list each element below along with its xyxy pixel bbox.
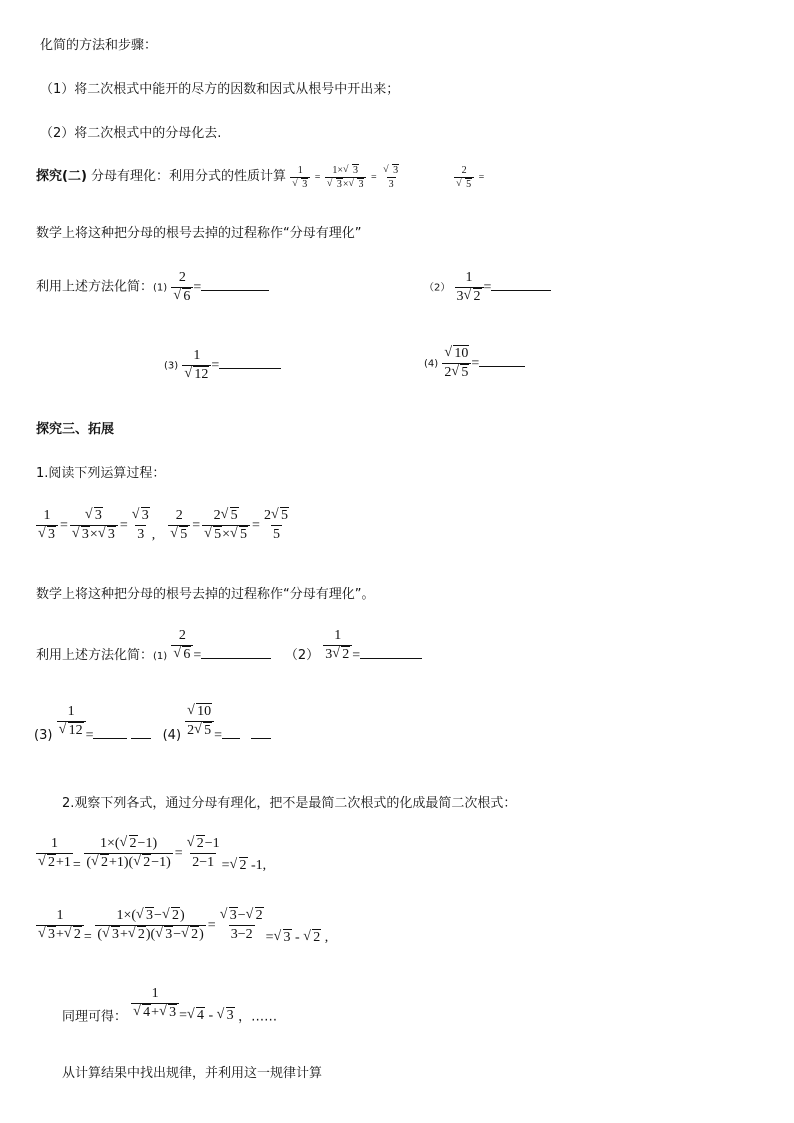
answer-blank[interactable] xyxy=(201,290,269,291)
similar-expr: 1 √ 4+√ 3 =√ 4 - √ 3 xyxy=(131,996,238,1011)
explore3-p4-label: (4) xyxy=(162,728,182,743)
explore3-p1-expr: 2 √ 6 = xyxy=(171,628,274,643)
answer-blank[interactable] xyxy=(491,290,551,291)
answer-blank[interactable] xyxy=(251,738,271,739)
explore2-example: 1 √ 3 = 1×√ 3 √ 3×√ 3 = √ $\frac{3}{3}$ 2 √ 5 = xyxy=(290,172,486,183)
observation-formula-1: 1 √ 2+1 = $\frac{1\times(√ 2-1)}{(√ 2+1)(√ 2-1)}$ = √ $\frac{2-1}{2-1}$ =√ 2 -1, xyxy=(36,836,266,874)
explore3-practice-row2 xyxy=(34,704,271,744)
explore3-p3-expr: 1 √ 12 = xyxy=(57,704,155,719)
explore2-p2-label: （2） xyxy=(424,282,451,294)
explore2-title-line xyxy=(36,165,486,190)
explore2-practice-row1 xyxy=(36,270,269,305)
explore3-p1-label: (1) xyxy=(153,651,168,662)
observation-formula-3 xyxy=(62,986,277,1025)
intro-step-2: （2）将二次根式中的分母化去. xyxy=(40,126,222,141)
explore3-title: 探究三、拓展 xyxy=(36,422,115,437)
explore2-p1-expr: 2 √ 6 = xyxy=(171,280,269,295)
explore3-example-line: 1 √ 3 = √ 3 √ 3×√ 3 = √ $\frac{3}{3}$ , 2 √ 5 = 2√ 5 √ 5×√ 5 = $\frac{2√ 5}{5}$ xyxy=(36,508,291,544)
explore2-definition: 数学上将这种把分母的根号去掉的过程称作“分母有理化” xyxy=(36,226,362,241)
explore2-p1-label: (1) xyxy=(153,282,168,294)
explore3-question-1: 1.阅读下列运算过程： xyxy=(36,466,166,481)
intro-heading: 化简的方法和步骤： xyxy=(40,38,158,53)
explore2-p3-expr: 1 √ 12 = xyxy=(182,358,281,373)
answer-blank[interactable] xyxy=(479,366,525,367)
explore3-practice-row1 xyxy=(36,628,422,664)
similar-dots: ，…… xyxy=(238,1009,278,1025)
explore3-question-2: 2.观察下列各式，通过分母有理化，把不是最简二次根式的化成最简二次根式： xyxy=(62,796,517,811)
explore2-title-bold: 探究(二) xyxy=(36,169,87,184)
intro-step-1: （1）将二次根式中能开的尽方的因数和因式从根号中开出来； xyxy=(40,82,400,97)
explore2-p2-expr: $\frac{1}{3√ 2}$ = xyxy=(455,280,552,295)
answer-blank[interactable] xyxy=(93,738,127,739)
explore2-practice-label: 利用上述方法化简： xyxy=(36,279,154,295)
explore2-practice-p3 xyxy=(164,348,281,383)
explore3-practice-label: 利用上述方法化简： xyxy=(36,648,154,663)
explore3-definition: 数学上将这种把分母的根号去掉的过程称作“分母有理化”。 xyxy=(36,587,375,602)
answer-blank[interactable] xyxy=(219,368,281,369)
similar-label: 同理可得： xyxy=(62,1009,128,1025)
explore2-title-text: 分母有理化：利用分式的性质计算 xyxy=(91,169,287,184)
explore2-p4-expr: √ $\frac{10}{2√ 5}$ = xyxy=(442,356,525,371)
explore3-p2-expr: $\frac{1}{3√ 2}$ = xyxy=(323,628,422,643)
final-instruction: 从计算结果中找出规律，并利用这一规律计算 xyxy=(62,1066,323,1081)
explore2-p4-label: (4) xyxy=(424,358,439,370)
answer-blank[interactable] xyxy=(222,738,240,739)
answer-blank[interactable] xyxy=(201,658,271,659)
explore3-p3-label: (3) xyxy=(34,728,53,743)
explore2-p3-label: (3) xyxy=(164,360,179,372)
explore3-p4-expr: √ $\frac{10}{2√ 5}$ = xyxy=(185,704,270,719)
explore3-p2-label: （2） xyxy=(284,648,320,663)
explore2-practice-p2 xyxy=(424,270,551,305)
answer-blank[interactable] xyxy=(360,658,422,659)
explore2-practice-p4 xyxy=(424,346,525,381)
observation-formula-2: 1 √ 3+√ 2 = $\frac{1\times(√ 3-√ 2)}{(√ 3+√ 2)(√ 3-√ 2)}$ = √ $\frac{3-√ 2}{3-2}$ =√ 3 - √ 2 , xyxy=(36,908,328,946)
answer-blank[interactable] xyxy=(131,738,151,739)
